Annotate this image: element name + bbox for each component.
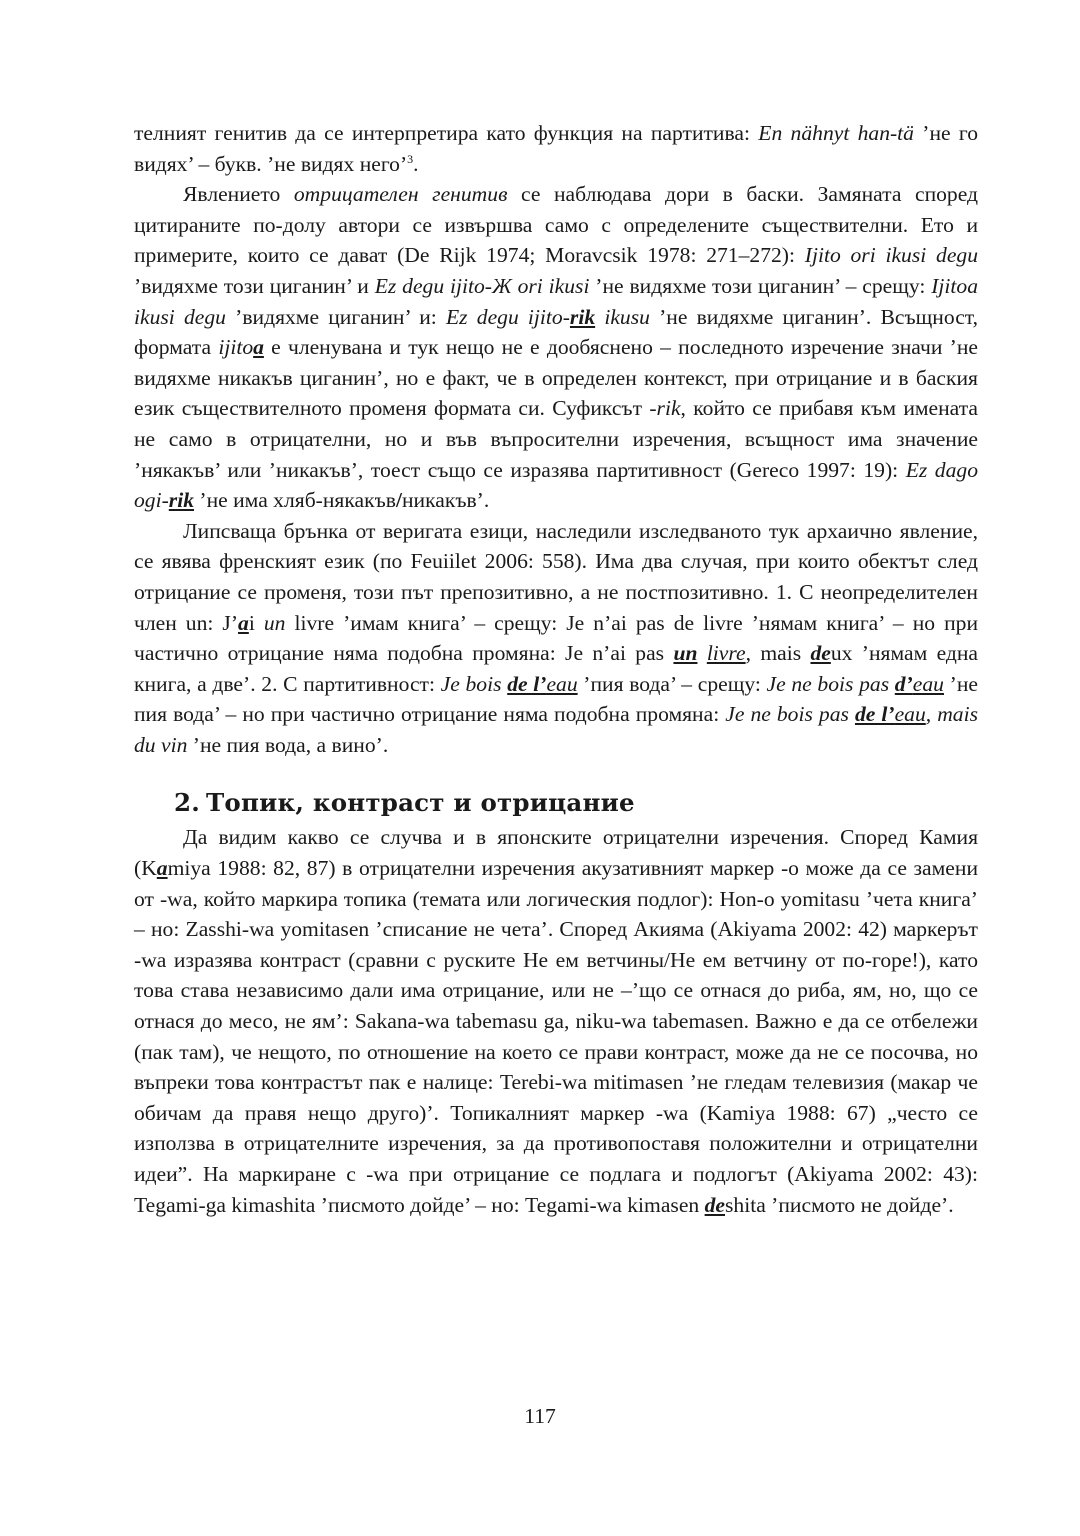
footnote-ref: 3 xyxy=(407,151,414,166)
section-heading xyxy=(168,787,978,819)
page-number: 117 xyxy=(524,1404,556,1428)
section-number: 2. xyxy=(174,788,200,818)
paragraph-1: телният генитив да се интерпретира като функция на партитива: En nähnyt han-tä ’не го видях’ – букв. ’не видях него’$^3$. xyxy=(134,121,978,176)
section-title: Топик, контраст и отрицание xyxy=(205,788,635,818)
paragraph-3: Липсваща брънка от веригата езици, наследили изследваното тук архаично явление, се явява френският език (по Feuiilet 2006: 558). Има два случая, при които обектът след отрицание се променя, този път препозитивно, а не постпозитивно. 1. С неопределителен член un: J’ai un livre ’имам книга’ – срещу: Je n’ai pas de livre ’нямам книга’ – но при частично отрицание няма подобна промяна: Je n’ai pas un livre, mais deux ’нямам една книга, а две’. 2. С партитивност: Je bois de l’eau ’пия вода’ – срещу: Je ne bois pas d’eau ’не пия вода’ – но при частично отрицание няма подобна промяна: Je ne bois pas de l’eau, mais du vin ’не пия вода, а вино’. xyxy=(134,518,979,757)
paragraph-2: Явлението отрицателен генитив се наблюдава дори в баски. Замяната според цитираните по-долу автори се извършва само с определените съществителни. Ето и примерите, които се дават (De Rijk 1974; Moravcsik 1978: 271–272): Ijito ori ikusi degu ’видяхме този циганин’ и Ez degu ijito-Ж ori ikusi ’не видяхме този циганин’ – срещу: Ijitoa ikusi degu ’видяхме циганин’ и: Ez degu ijito-rik ikusu ’не видяхме циганин’. Всъщност, формата ijitoa е членувана и тук нещо не е дообяснено – последното изречение значи ’не видяхме никакъв циганин’, но е факт, че в определен контекст, при отрицание и в баския език съществителното променя формата си. Суфиксът -rik, който се прибавя към имената не само в отрицателни, но и във въпросителни изречения, всъщност има значение ’някакъв’ или ’никакъв’, тоест също се изразява партитивност (Gereco 1997: 19): Ez dago ogi-rik ’не има хляб-някакъв/никакъв’. xyxy=(134,182,979,513)
paragraph-4: Да видим какво се случва и в японските отрицателни изречения. Според Камия (Kamiya 1988: 82, 87) в отрицателни изречения акузативният маркер -o може да се замени от -wa, който маркира топика (темата или логическия подлог): Hon-o yomitasu ’чета книга’ – но: Zasshi-wa yomitasen ’списание не чета’. Според Акияма (Akiyama 2002: 42) маркерът -wa изразява контраст (сравни с руските Не ем ветчины/Не ем ветчину от по-горе!), като това става независимо дали има отрицание, или не –’що се отнася до риба, ям, но, що се отнася до месо, не ям’: Sakana-wa tabemasu ga, niku-wa tabemasen. Важно е да се отбележи (пак там), че нещото, по отношение на което се прави контраст, може да не се посочва, но въпреки това контрастът пак е налице: Terebi-wa mitimasen ’не гледам телевизия (макар че обичам да правя нещо друго)’. Топикалният маркер -wa (Kamiya 1988: 67) „често се използва в отрицателните изречения, за да противопоставя положителни и отрицателни идеи”. На маркиране с -wa при отрицание се подлага и подлогът (Akiyama 2002: 43): Tegami-ga kimashita ’писмото дойде’ – но: Tegami-wa kimasen deshita ’писмото не дойде’. xyxy=(134,825,978,1217)
page-body xyxy=(134,118,978,1220)
